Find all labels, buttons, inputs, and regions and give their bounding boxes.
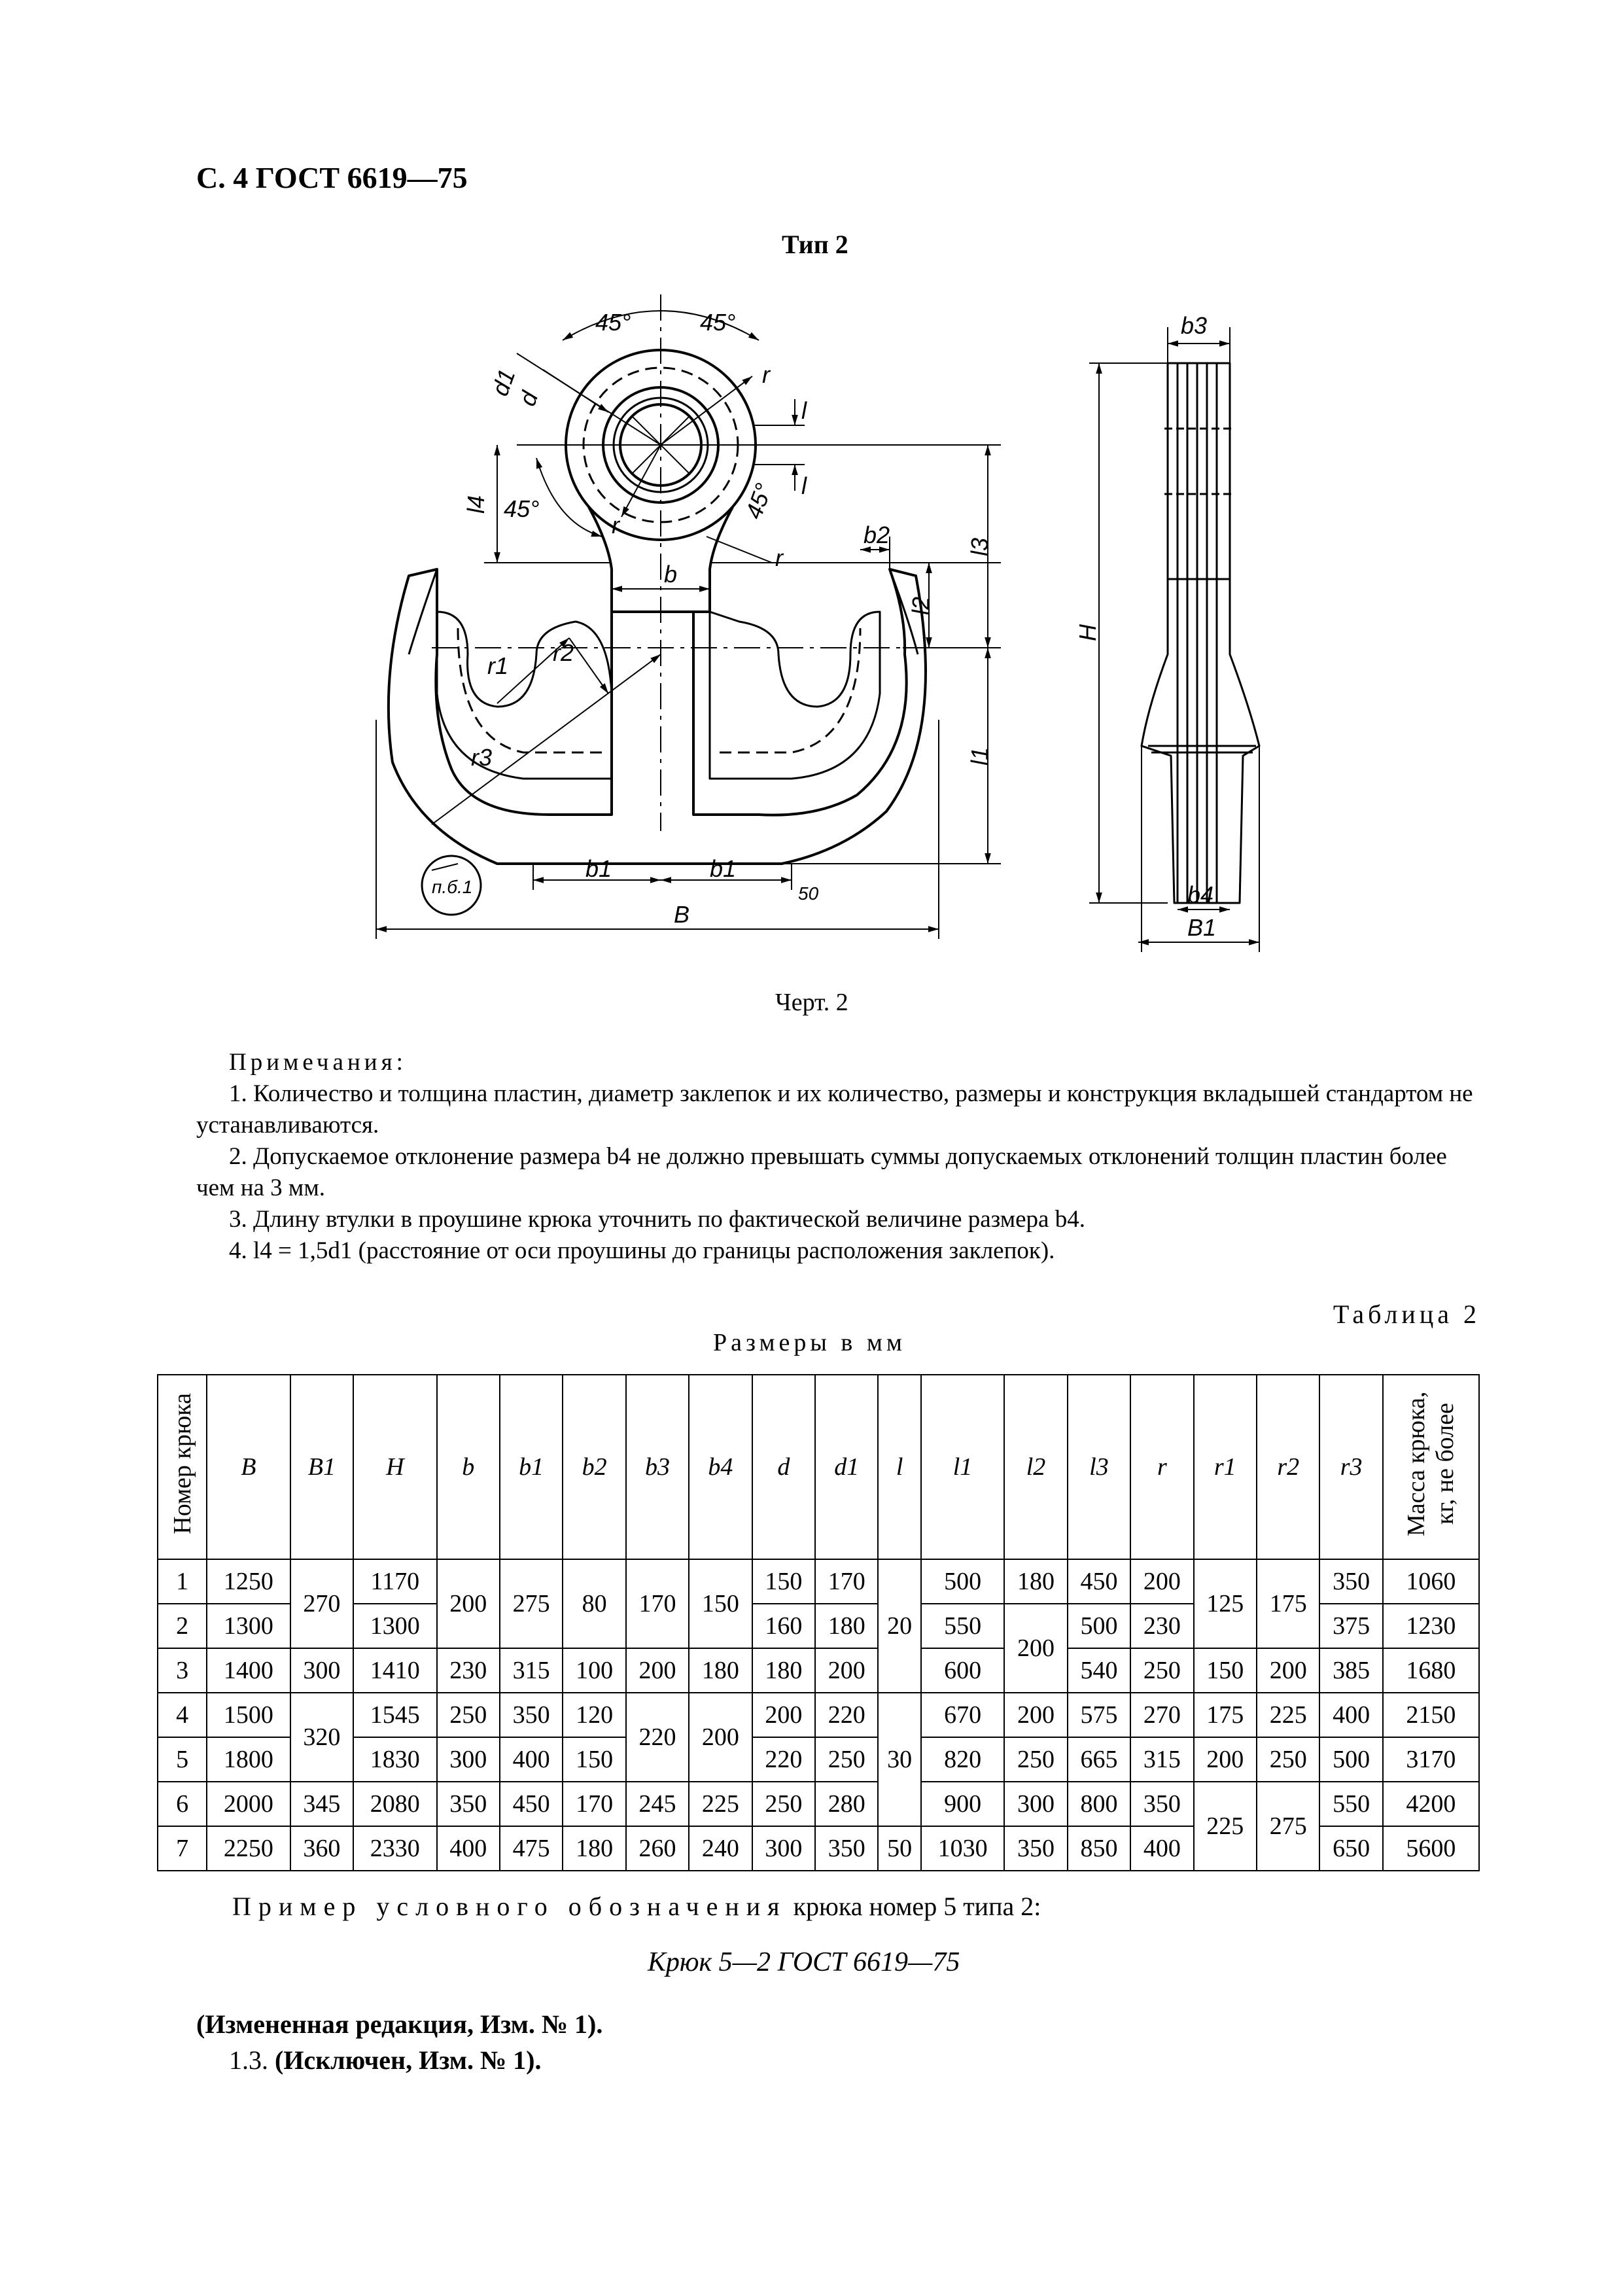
table-cell: 850 <box>1068 1826 1130 1871</box>
table-cell: 180 <box>1004 1559 1067 1604</box>
label-r-mid: r <box>612 512 620 539</box>
col-header: d1 <box>815 1375 878 1559</box>
label-b4: b4 <box>1187 881 1214 908</box>
table-cell: 400 <box>1130 1826 1193 1871</box>
table-cell: 315 <box>500 1648 563 1693</box>
label-b1-left: b1 <box>585 855 612 882</box>
excluded-num: 1.3. <box>229 2045 268 2075</box>
table-cell: 385 <box>1319 1648 1382 1693</box>
table-cell: 500 <box>1319 1737 1382 1782</box>
table-cell: 200 <box>437 1559 500 1648</box>
col-header: H <box>353 1375 436 1559</box>
table-cell: 400 <box>1319 1693 1382 1737</box>
table-cell: 250 <box>752 1782 815 1826</box>
table-cell: 500 <box>1068 1604 1130 1648</box>
col-header: r3 <box>1319 1375 1382 1559</box>
table-cell: 1170 <box>353 1559 436 1604</box>
label-angle-2: 45° <box>700 309 736 336</box>
table-cell: 575 <box>1068 1693 1130 1737</box>
table-cell: 2330 <box>353 1826 436 1871</box>
table-cell: 80 <box>563 1559 625 1648</box>
label-r-bottom: r <box>775 544 783 571</box>
table-cell: 300 <box>290 1648 353 1693</box>
table-cell: 180 <box>752 1648 815 1693</box>
hook-body-outline <box>389 569 926 864</box>
col-header: b <box>437 1375 500 1559</box>
table-cell: 275 <box>1257 1782 1319 1871</box>
table-cell: 1400 <box>207 1648 290 1693</box>
note-1: 1. Количество и толщина пластин, диаметр заклепок и их количество, размеры и конструкция вкладышей стандартом не устанавливаются. <box>196 1080 1473 1139</box>
table-row <box>158 1648 1479 1693</box>
table-cell: 6 <box>158 1782 207 1826</box>
table-cell: 5600 <box>1383 1826 1479 1871</box>
table-cell: 150 <box>689 1559 752 1648</box>
table-cell: 2 <box>158 1604 207 1648</box>
label-l3: l3 <box>966 537 993 556</box>
table-cell: 900 <box>921 1782 1004 1826</box>
table-cell: 350 <box>815 1826 878 1871</box>
label-l-top: l <box>801 397 807 424</box>
table-cell: 1230 <box>1383 1604 1479 1648</box>
table-cell: 540 <box>1068 1648 1130 1693</box>
table-cell: 30 <box>878 1693 920 1826</box>
amendment: (Измененная редакция, Изм. № 1). <box>196 2009 603 2039</box>
table-cell: 1410 <box>353 1648 436 1693</box>
table-cell: 250 <box>815 1737 878 1782</box>
col-header: l2 <box>1004 1375 1067 1559</box>
table-cell: 4200 <box>1383 1782 1479 1826</box>
dimensions-table <box>157 1374 1480 1871</box>
table-cell: 665 <box>1068 1737 1130 1782</box>
excluded-text: (Исключен, Изм. № 1). <box>275 2045 542 2075</box>
table-cell: 270 <box>1130 1693 1193 1737</box>
table-cell: 315 <box>1130 1737 1193 1782</box>
table-cell: 350 <box>1319 1559 1382 1604</box>
example-spaced: Пример условного обозначения <box>232 1892 787 1921</box>
label-l-bottom: l <box>801 472 807 499</box>
table-cell: 400 <box>500 1737 563 1782</box>
table-cell: 125 <box>1194 1559 1257 1648</box>
table-cell: 450 <box>1068 1559 1130 1604</box>
label-H: H <box>1074 624 1101 641</box>
table-cell: 250 <box>1130 1648 1193 1693</box>
label-B1: B1 <box>1187 914 1217 941</box>
page-header: С. 4 ГОСТ 6619—75 <box>196 161 468 194</box>
label-b3: b3 <box>1181 312 1208 339</box>
col-header: l1 <box>921 1375 1004 1559</box>
table-row <box>158 1559 1479 1604</box>
table-cell: 4 <box>158 1693 207 1737</box>
table-cell: 500 <box>921 1559 1004 1604</box>
table-cell: 450 <box>500 1782 563 1826</box>
col-header: B1 <box>290 1375 353 1559</box>
table-cell: 180 <box>563 1826 625 1871</box>
table-cell: 180 <box>689 1648 752 1693</box>
table-cell: 200 <box>1004 1604 1067 1693</box>
table-cell: 1500 <box>207 1693 290 1737</box>
table-cell: 180 <box>815 1604 878 1648</box>
col-header: r2 <box>1257 1375 1319 1559</box>
table-cell: 200 <box>1004 1693 1067 1737</box>
table-cell: 220 <box>752 1737 815 1782</box>
col-header: b4 <box>689 1375 752 1559</box>
table-cell: 350 <box>1004 1826 1067 1871</box>
col-header: d <box>752 1375 815 1559</box>
table-row <box>158 1737 1479 1782</box>
label-d: d <box>513 387 544 410</box>
table-cell: 1800 <box>207 1737 290 1782</box>
table-cell: 1300 <box>353 1604 436 1648</box>
label-roughness: 50 <box>798 883 819 904</box>
table-cell: 2000 <box>207 1782 290 1826</box>
label-angle-1: 45° <box>595 309 631 336</box>
designation-example <box>232 1891 1041 1922</box>
table-cell: 600 <box>921 1648 1004 1693</box>
table-cell: 1 <box>158 1559 207 1604</box>
table-cell: 5 <box>158 1737 207 1782</box>
table-cell: 250 <box>1004 1737 1067 1782</box>
designation: Крюк 5—2 ГОСТ 6619—75 <box>648 1947 960 1977</box>
table-cell: 200 <box>1194 1737 1257 1782</box>
example-rest: крюка номер 5 типа 2: <box>786 1892 1041 1921</box>
table-number: Таблица 2 <box>1333 1299 1480 1329</box>
table-cell: 150 <box>752 1559 815 1604</box>
table-cell: 245 <box>626 1782 689 1826</box>
label-r-top: r <box>762 361 770 388</box>
table-cell: 220 <box>815 1693 878 1737</box>
label-r2: r2 <box>553 639 574 666</box>
table-cell: 230 <box>437 1648 500 1693</box>
table-cell: 1680 <box>1383 1648 1479 1693</box>
table-cell: 100 <box>563 1648 625 1693</box>
table-cell: 250 <box>437 1693 500 1737</box>
col-header: l3 <box>1068 1375 1130 1559</box>
table-cell: 225 <box>689 1782 752 1826</box>
table-cell: 650 <box>1319 1826 1382 1871</box>
label-note-ref: п.б.1 <box>432 877 473 897</box>
label-b: b <box>664 561 678 588</box>
table-cell: 3170 <box>1383 1737 1479 1782</box>
table-cell: 1060 <box>1383 1559 1479 1604</box>
table-cell: 475 <box>500 1826 563 1871</box>
note-3: 3. Длину втулки в проушине крюка уточнить по фактической величине размера b4. <box>229 1206 1085 1233</box>
table-cell: 300 <box>1004 1782 1067 1826</box>
table-cell: 150 <box>1194 1648 1257 1693</box>
table-row <box>158 1782 1479 1826</box>
table-header-row <box>158 1375 1479 1559</box>
col-header: b3 <box>626 1375 689 1559</box>
table-cell: 20 <box>878 1559 920 1693</box>
label-l4: l4 <box>462 495 489 514</box>
label-b1-right: b1 <box>710 855 737 882</box>
table-cell: 350 <box>1130 1782 1193 1826</box>
table-cell: 225 <box>1194 1782 1257 1871</box>
table-cell: 200 <box>752 1693 815 1737</box>
table-cell: 820 <box>921 1737 1004 1782</box>
table-cell: 350 <box>500 1693 563 1737</box>
notes-heading: Примечания: <box>229 1049 407 1076</box>
table-cell: 1830 <box>353 1737 436 1782</box>
table-cell: 120 <box>563 1693 625 1737</box>
note-4: 4. l4 = 1,5d1 (расстояние от оси проушины до границы расположения заклепок). <box>229 1237 1055 1264</box>
table-cell: 550 <box>921 1604 1004 1648</box>
table-cell: 170 <box>626 1559 689 1648</box>
table-cell: 300 <box>437 1737 500 1782</box>
label-b2: b2 <box>864 521 890 548</box>
col-header: b2 <box>563 1375 625 1559</box>
table-cell: 300 <box>752 1826 815 1871</box>
table-cell: 375 <box>1319 1604 1382 1648</box>
note-2: 2. Допускаемое отклонение размера b4 не должно превышать суммы допускаемых отклонений толщин пластин более чем на 3 мм. <box>196 1143 1447 1201</box>
table-cell: 345 <box>290 1782 353 1826</box>
label-angle-4: 45° <box>739 480 778 523</box>
table-cell: 350 <box>437 1782 500 1826</box>
label-r1: r1 <box>487 652 509 679</box>
table-cell: 160 <box>752 1604 815 1648</box>
table-cell: 275 <box>500 1559 563 1648</box>
notes <box>196 1047 1478 1267</box>
table-cell: 1300 <box>207 1604 290 1648</box>
table-cell: 550 <box>1319 1782 1382 1826</box>
table-cell: 2250 <box>207 1826 290 1871</box>
table-cell: 170 <box>815 1559 878 1604</box>
table-cell: 200 <box>1130 1559 1193 1604</box>
table-cell: 400 <box>437 1826 500 1871</box>
table-cell: 280 <box>815 1782 878 1826</box>
col-header: l <box>878 1375 920 1559</box>
table-cell: 2080 <box>353 1782 436 1826</box>
table-cell: 2150 <box>1383 1693 1479 1737</box>
table-cell: 150 <box>563 1737 625 1782</box>
table-cell: 230 <box>1130 1604 1193 1648</box>
table-cell: 220 <box>626 1693 689 1782</box>
excluded-clause <box>229 2045 541 2075</box>
figure-caption: Черт. 2 <box>775 989 848 1016</box>
table-cell: 50 <box>878 1826 920 1871</box>
table-cell: 200 <box>626 1648 689 1693</box>
label-angle-3: 45° <box>504 495 540 522</box>
table-row <box>158 1693 1479 1737</box>
table-cell: 200 <box>1257 1648 1319 1693</box>
table-cell: 170 <box>563 1782 625 1826</box>
table-cell: 320 <box>290 1693 353 1782</box>
side-view-outline <box>1142 363 1259 903</box>
col-header: r <box>1130 1375 1193 1559</box>
table-cell: 1030 <box>921 1826 1004 1871</box>
table-cell: 360 <box>290 1826 353 1871</box>
col-header: Номер крюка <box>158 1375 207 1559</box>
table-cell: 260 <box>626 1826 689 1871</box>
table-cell: 200 <box>689 1693 752 1782</box>
col-header: Масса крюка, кг, не более <box>1383 1375 1479 1559</box>
label-l2: l2 <box>907 596 934 615</box>
label-l1: l1 <box>966 747 993 766</box>
type-title: Тип 2 <box>782 230 848 259</box>
table-cell: 670 <box>921 1693 1004 1737</box>
table-cell: 240 <box>689 1826 752 1871</box>
table-cell: 800 <box>1068 1782 1130 1826</box>
table-cell: 175 <box>1194 1693 1257 1737</box>
col-header: b1 <box>500 1375 563 1559</box>
table-cell: 200 <box>815 1648 878 1693</box>
table-cell: 3 <box>158 1648 207 1693</box>
label-d1: d1 <box>486 365 521 400</box>
table-cell: 1250 <box>207 1559 290 1604</box>
table-cell: 7 <box>158 1826 207 1871</box>
col-header: r1 <box>1194 1375 1257 1559</box>
table-units: Размеры в мм <box>713 1329 906 1356</box>
table-cell: 175 <box>1257 1559 1319 1648</box>
col-header: B <box>207 1375 290 1559</box>
table-cell: 225 <box>1257 1693 1319 1737</box>
hook-drawing <box>0 0 1623 981</box>
table-cell: 250 <box>1257 1737 1319 1782</box>
label-r3: r3 <box>471 744 493 771</box>
table-cell: 270 <box>290 1559 353 1648</box>
table-cell: 1545 <box>353 1693 436 1737</box>
label-B: B <box>674 901 690 928</box>
